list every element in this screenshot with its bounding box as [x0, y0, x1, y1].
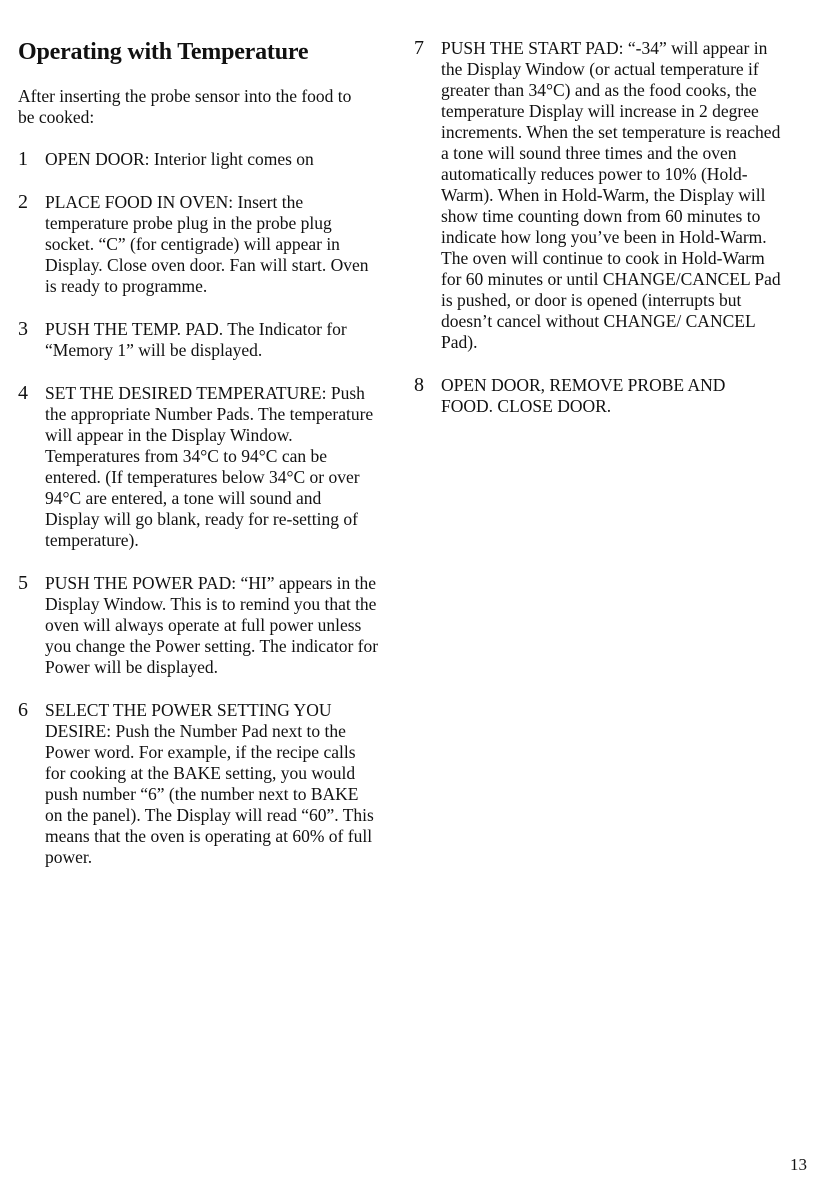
page-title: Operating with Temperature — [18, 39, 309, 65]
step-number: 4 — [18, 382, 28, 404]
step-number: 3 — [18, 318, 28, 340]
step-text: PUSH THE START PAD: “-34” will appear in the Display Window (or actual temperature if greater than 34°C) and as the food cooks, the temperature Display will increase in 2 degree increments. When the set temperature is reached a tone will sound three times and the oven automatically reduces power to 10% (Hold-Warm). When in Hold-Warm, the Display will show time counting down from 60 minutes to indicate how long you’ve been in Hold-Warm. The oven will continue to cook in Hold-Warm for 60 minutes or until CHANGE/CANCEL Pad is pushed, or door is opened (interrupts but doesn’t cancel without CHANGE/ CANCEL Pad). — [441, 38, 781, 352]
right-column — [414, 38, 794, 439]
step-number: 2 — [18, 191, 28, 213]
step-2 — [18, 192, 393, 297]
step-text: SET THE DESIRED TEMPERATURE: Push the appropriate Number Pads. The temperature will appear in the Display Window. Temperatures from 34°C to 94°C can be entered. (If temperatures below 34°C or over 94°C are entered, a tone will sound and Display will go blank, ready for re-setting of temperature). — [45, 383, 374, 550]
step-text: SELECT THE POWER SETTING YOU DESIRE: Push the Number Pad next to the Power word. For example, if the recipe calls for cooking at the BAKE setting, you would push number “6” (the number next to BAKE on the panel). The Display will read “60”. This means that the oven is operating at 60% of full power. — [45, 700, 374, 867]
step-number: 1 — [18, 148, 28, 170]
step-number: 5 — [18, 572, 28, 594]
step-text: PLACE FOOD IN OVEN: Insert the temperature probe plug in the probe plug socket. “C” (for centigrade) will appear in Display. Close oven door. Fan will start. Oven is ready to programme. — [45, 192, 369, 296]
left-column — [18, 38, 393, 890]
step-4 — [18, 383, 393, 551]
step-text: PUSH THE TEMP. PAD. The Indicator for “Memory 1” will be displayed. — [45, 319, 347, 360]
step-5 — [18, 573, 393, 678]
step-text: OPEN DOOR: Interior light comes on — [45, 149, 314, 169]
intro-paragraph: After inserting the probe sensor into the food to be cooked: — [18, 86, 352, 127]
step-6 — [18, 700, 393, 868]
step-8 — [414, 375, 794, 417]
step-number: 6 — [18, 699, 28, 721]
page-number: 13 — [790, 1155, 807, 1174]
step-text: PUSH THE POWER PAD: “HI” appears in the Display Window. This is to remind you that the oven will always operate at full power unless you change the Power setting. The indicator for Power will be displayed. — [45, 573, 379, 677]
step-number: 8 — [414, 374, 424, 396]
step-3 — [18, 319, 393, 361]
step-number: 7 — [414, 37, 424, 59]
step-1 — [18, 149, 393, 170]
step-text: OPEN DOOR, REMOVE PROBE AND FOOD. CLOSE DOOR. — [441, 375, 726, 416]
step-7 — [414, 38, 794, 353]
